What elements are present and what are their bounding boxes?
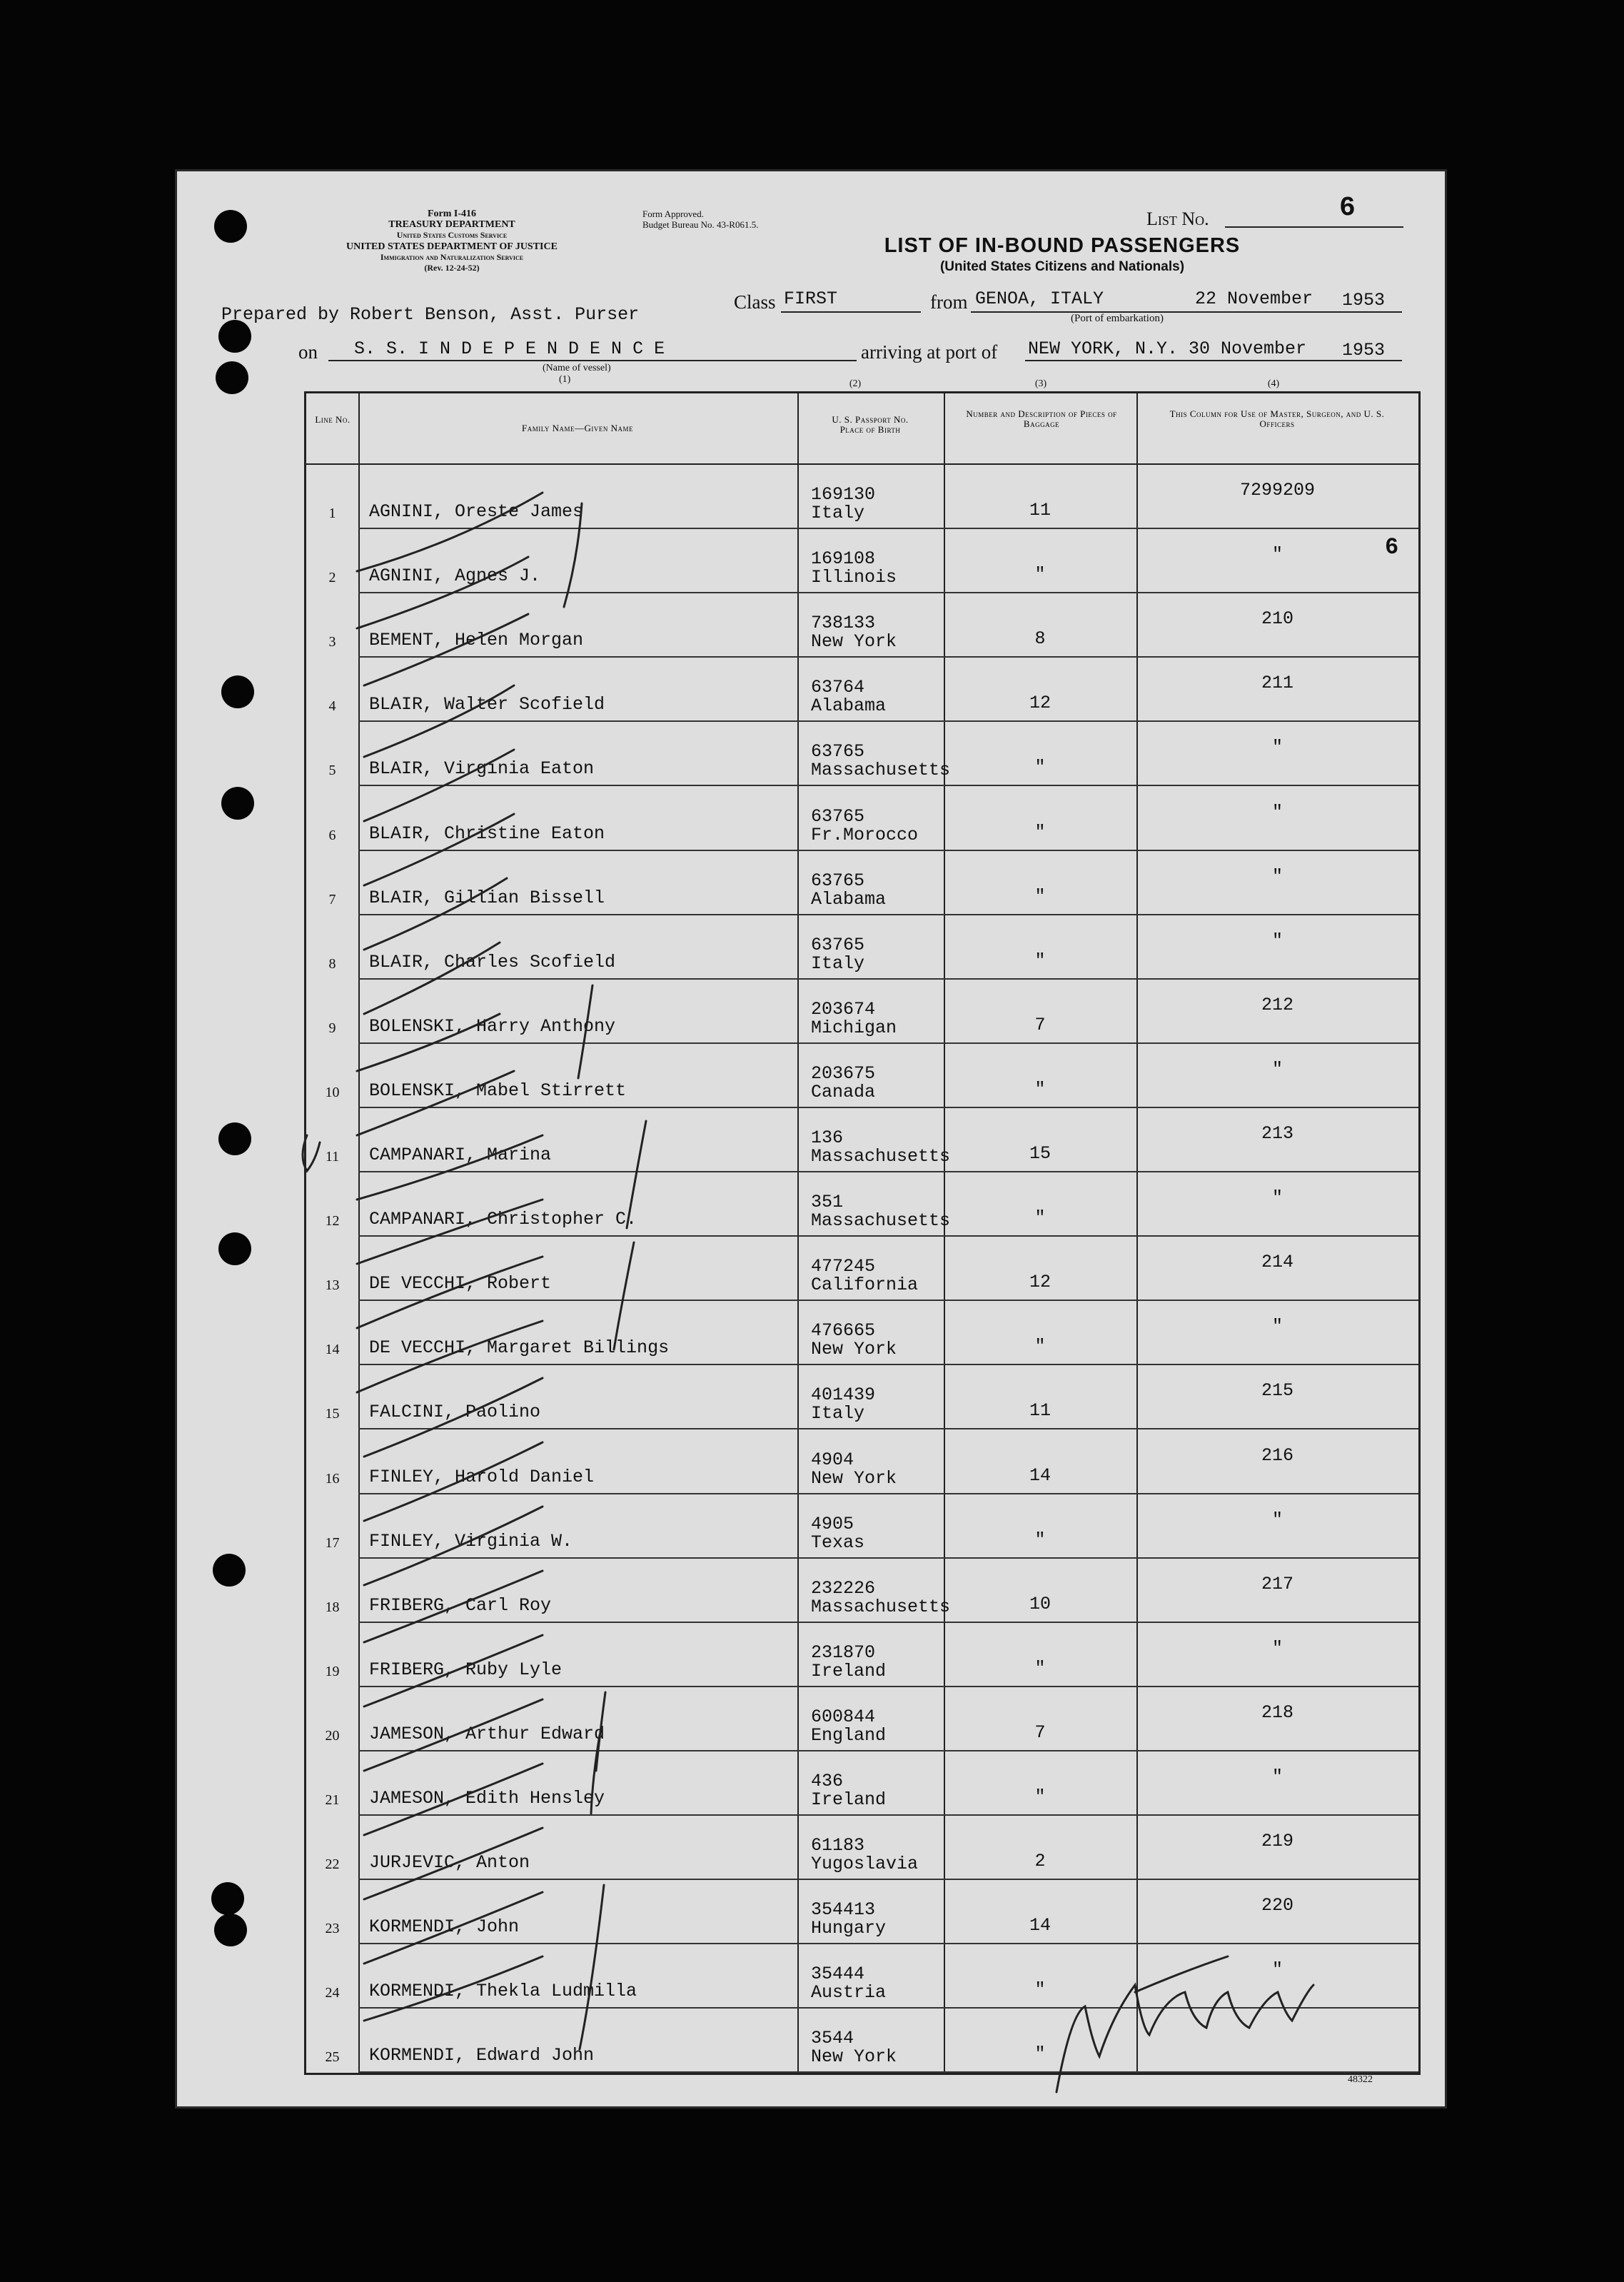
- passenger-name: KORMENDI, Edward John: [369, 2045, 595, 2066]
- place-of-birth: Alabama: [811, 888, 887, 910]
- line-number: 5: [328, 763, 336, 779]
- place-of-birth: Massachusetts: [811, 1596, 951, 1617]
- line-number: 25: [325, 2049, 340, 2066]
- line-number: 19: [325, 1663, 340, 1679]
- place-of-birth: Italy: [811, 952, 865, 974]
- baggage-count: 7: [1034, 1014, 1046, 1035]
- passenger-name: DE VECCHI, Margaret Billings: [369, 1337, 670, 1359]
- passenger-name: FINLEY, Harold Daniel: [369, 1466, 595, 1487]
- officer-notation: ": [1271, 930, 1283, 951]
- passenger-name: BLAIR, Gillian Bissell: [369, 887, 605, 908]
- place-of-birth: New York: [811, 1339, 897, 1360]
- line-number: 8: [328, 955, 336, 972]
- line-number: 9: [328, 1020, 336, 1036]
- officer-notation: ": [1271, 1637, 1283, 1659]
- page-subtitle: (United States Citizens and Nationals): [939, 259, 1185, 274]
- table-row: [306, 1944, 1418, 2009]
- place-of-birth: California: [811, 1275, 919, 1296]
- officer-notation: ": [1271, 737, 1283, 758]
- passport-number: 3544: [811, 2028, 854, 2049]
- header-name: Family Name—Given Name: [522, 423, 633, 433]
- passenger-name: CAMPANARI, Christopher C.: [369, 1209, 637, 1230]
- passenger-name: FINLEY, Virginia W.: [369, 1530, 573, 1552]
- officer-notation: ": [1271, 1187, 1283, 1209]
- officers-col-num: (4): [1267, 378, 1280, 389]
- officer-notation: 215: [1261, 1380, 1293, 1402]
- place-of-birth: New York: [811, 2046, 897, 2068]
- place-of-birth: Massachusetts: [811, 760, 951, 781]
- punch-hole: [221, 787, 254, 820]
- line-number: 17: [325, 1534, 340, 1551]
- punch-hole: [216, 361, 248, 394]
- officer-notation: 7299209: [1239, 480, 1316, 501]
- arriving-label: arriving at port of: [861, 341, 998, 363]
- class-value: FIRST: [784, 288, 838, 309]
- baggage-count: ": [1034, 564, 1046, 585]
- line-number: 18: [325, 1599, 340, 1615]
- table-row: [306, 1816, 1418, 1880]
- table-row: [306, 465, 1418, 529]
- form-approved: Form Approved.: [642, 208, 704, 219]
- officer-notation: 214: [1261, 1252, 1293, 1273]
- place-of-birth: New York: [811, 631, 897, 653]
- officer-notation: 218: [1261, 1702, 1293, 1723]
- line-number: 24: [325, 1985, 340, 2001]
- passenger-name: JAMESON, Arthur Edward: [369, 1723, 605, 1744]
- from-year: 1953: [1342, 290, 1386, 311]
- place-of-birth: Ireland: [811, 1660, 887, 1682]
- officer-notation: ": [1271, 544, 1283, 566]
- baggage-count: ": [1034, 950, 1046, 971]
- passport-number: 354413: [811, 1899, 876, 1921]
- line-number: 15: [325, 1406, 340, 1422]
- baggage-count: 15: [1029, 1143, 1051, 1164]
- line-number: 12: [325, 1213, 340, 1230]
- place-of-birth: New York: [811, 1467, 897, 1489]
- table-row: [306, 1494, 1418, 1559]
- punch-hole: [211, 1882, 244, 1915]
- line-number: 1: [328, 506, 336, 521]
- passport-number: 63765: [811, 870, 865, 891]
- passport-number: 232226: [811, 1577, 876, 1599]
- line-number: 6: [328, 827, 336, 843]
- officer-notation: 220: [1261, 1895, 1293, 1916]
- passenger-name: AGNINI, Agnes J.: [369, 566, 541, 587]
- officer-notation: 211: [1261, 673, 1293, 694]
- table-row: [306, 915, 1418, 980]
- form-code: 48322: [1348, 2074, 1373, 2085]
- baggage-count: 11: [1029, 500, 1051, 521]
- list-no-label: List No.: [1146, 208, 1209, 229]
- header-passport: U. S. Passport No. Place of Birth: [832, 414, 909, 435]
- officer-notation: 216: [1261, 1444, 1293, 1466]
- header-line-no: Line No.: [315, 414, 350, 425]
- passenger-name: FRIBERG, Ruby Lyle: [369, 1659, 563, 1680]
- passport-number: 136: [811, 1127, 844, 1148]
- baggage-count: 10: [1029, 1593, 1051, 1614]
- passport-number: 169108: [811, 548, 876, 570]
- baggage-count: 7: [1034, 1721, 1046, 1743]
- place-of-birth: Massachusetts: [811, 1210, 951, 1232]
- passenger-name: JAMESON, Edith Hensley: [369, 1788, 605, 1809]
- passport-number: 401439: [811, 1384, 876, 1406]
- line-number: 3: [328, 634, 336, 650]
- table-row: [306, 1237, 1418, 1301]
- justice-dept: UNITED STATES DEPARTMENT OF JUSTICE: [346, 241, 558, 252]
- baggage-count: ": [1034, 1657, 1046, 1679]
- line-number: 23: [325, 1921, 340, 1937]
- row-divider: [358, 2071, 1418, 2073]
- table-row: [306, 722, 1418, 786]
- list-no-value: 6: [1339, 193, 1356, 223]
- baggage-count: ": [1034, 1979, 1046, 2001]
- passenger-name: BLAIR, Walter Scofield: [369, 694, 605, 715]
- officer-notation: ": [1271, 865, 1283, 887]
- passport-number: 351: [811, 1192, 844, 1213]
- place-of-birth: Alabama: [811, 695, 887, 717]
- officer-notation: ": [1271, 1058, 1283, 1080]
- passport-col-num: (2): [849, 378, 862, 389]
- officer-notation: ": [1271, 1959, 1283, 1981]
- from-label: from: [930, 291, 968, 313]
- baggage-count: 14: [1029, 1464, 1051, 1486]
- line-number: 4: [328, 698, 336, 715]
- line-number: 7: [328, 891, 336, 908]
- baggage-count: ": [1034, 1336, 1046, 1357]
- baggage-count: 14: [1029, 1915, 1051, 1936]
- passport-number: 63765: [811, 741, 865, 763]
- line-number: 2: [328, 570, 336, 586]
- passenger-name: BOLENSKI, Harry Anthony: [369, 1015, 616, 1037]
- passport-number: 63764: [811, 677, 865, 698]
- passenger-name: BLAIR, Virginia Eaton: [369, 758, 595, 780]
- passport-number: 203674: [811, 998, 876, 1020]
- table-row: [306, 1623, 1418, 1687]
- revision: (Rev. 12-24-52): [424, 263, 480, 273]
- officer-notation: 210: [1261, 608, 1293, 630]
- ins-service: Immigration and Naturalization Service: [380, 252, 524, 262]
- place-of-birth: Italy: [811, 503, 865, 523]
- passenger-name: KORMENDI, Thekla Ludmilla: [369, 1981, 637, 2002]
- passport-number: 477245: [811, 1256, 876, 1277]
- line-number: 16: [325, 1470, 340, 1487]
- passport-number: 169130: [811, 484, 876, 505]
- place-of-birth: Yugoslavia: [811, 1854, 919, 1875]
- line-number: 10: [325, 1084, 340, 1100]
- baggage-count: ": [1034, 1529, 1046, 1550]
- header-officers: This Column for Use of Master, Surgeon, and U. S. Officers: [1169, 408, 1385, 429]
- passenger-name: FALCINI, Paolino: [369, 1402, 541, 1423]
- from-value: GENOA, ITALY: [975, 288, 1104, 309]
- from-date: 22 November: [1195, 288, 1313, 309]
- place-of-birth: Ireland: [811, 1789, 887, 1810]
- table-row: [306, 851, 1418, 915]
- line-number: 14: [325, 1342, 340, 1358]
- baggage-count: ": [1034, 1207, 1046, 1229]
- place-of-birth: Italy: [811, 1403, 865, 1424]
- line-number: 21: [325, 1792, 340, 1808]
- place-of-birth: Illinois: [811, 567, 897, 588]
- passport-number: 4904: [811, 1449, 854, 1470]
- vessel-col-num: (1): [559, 374, 571, 385]
- passenger-name: FRIBERG, Carl Roy: [369, 1594, 552, 1616]
- table-row: [306, 1687, 1418, 1751]
- officer-notation: 219: [1261, 1831, 1293, 1852]
- passport-number: 600844: [811, 1706, 876, 1727]
- passport-number: 203675: [811, 1062, 876, 1084]
- passenger-name: BOLENSKI, Mabel Stirrett: [369, 1080, 627, 1101]
- table-row: [306, 1430, 1418, 1494]
- place-of-birth: Massachusetts: [811, 1146, 951, 1167]
- table-row: [306, 980, 1418, 1044]
- line-number: 11: [325, 1149, 340, 1165]
- passport-number: 4905: [811, 1513, 854, 1534]
- passport-number: 231870: [811, 1642, 876, 1663]
- passport-number: 476665: [811, 1320, 876, 1342]
- table-row: [306, 1751, 1418, 1816]
- table-row: [306, 787, 1418, 851]
- punch-hole: [214, 1914, 247, 1946]
- table-row: [306, 529, 1418, 593]
- treasury-dept: TREASURY DEPARTMENT: [388, 219, 515, 230]
- baggage-count: 12: [1029, 693, 1051, 714]
- baggage-count: ": [1034, 1786, 1046, 1807]
- baggage-count: ": [1034, 885, 1046, 907]
- baggage-count: 8: [1034, 628, 1046, 650]
- table-row: [306, 1172, 1418, 1237]
- table-row: [306, 2009, 1418, 2073]
- baggage-count: 2: [1034, 1851, 1046, 1872]
- prepared-by: Prepared by Robert Benson, Asst. Purser: [221, 304, 640, 325]
- officer-notation: ": [1271, 1766, 1283, 1787]
- arriving-year: 1953: [1342, 340, 1386, 361]
- line-number: 20: [325, 1727, 340, 1744]
- line-number: 13: [325, 1277, 340, 1294]
- passport-number: 61183: [811, 1835, 865, 1856]
- officer-notation: 217: [1261, 1573, 1293, 1594]
- place-of-birth: Texas: [811, 1532, 865, 1553]
- officer-notation: ": [1271, 1509, 1283, 1530]
- place-of-birth: Hungary: [811, 1918, 887, 1939]
- table-row: [306, 658, 1418, 722]
- vessel-name: S. S. I N D E P E N D E N C E: [354, 338, 665, 359]
- passenger-name: CAMPANARI, Marina: [369, 1145, 552, 1165]
- passenger-table: [304, 391, 1421, 2075]
- punch-hole: [221, 675, 254, 708]
- baggage-count: ": [1034, 2044, 1046, 2065]
- budget-bureau: Budget Bureau No. 43-R061.5.: [642, 219, 759, 230]
- table-row: [306, 1044, 1418, 1108]
- vessel-caption: (Name of vessel): [543, 363, 611, 373]
- passport-number: 63765: [811, 805, 865, 827]
- place-of-birth: Michigan: [811, 1017, 897, 1038]
- place-of-birth: England: [811, 1724, 887, 1746]
- passenger-name: BLAIR, Charles Scofield: [369, 951, 616, 972]
- passenger-name: DE VECCHI, Robert: [369, 1273, 552, 1295]
- place-of-birth: Canada: [811, 1081, 876, 1102]
- passport-number: 63765: [811, 934, 865, 955]
- passenger-name: BEMENT, Helen Morgan: [369, 630, 584, 651]
- baggage-count: 11: [1029, 1400, 1051, 1422]
- table-row: [306, 1880, 1418, 1944]
- table-row: [306, 1559, 1418, 1623]
- punch-hole: [218, 1122, 251, 1155]
- punch-hole: [218, 1232, 251, 1265]
- passenger-name: JURJEVIC, Anton: [369, 1852, 530, 1874]
- arriving-value: NEW YORK, N.Y. 30 November: [1028, 338, 1307, 359]
- punch-hole: [213, 1554, 246, 1587]
- baggage-count: ": [1034, 821, 1046, 843]
- officer-notation: ": [1271, 1316, 1283, 1337]
- customs-service: United States Customs Service: [396, 230, 508, 240]
- page-title: LIST OF IN-BOUND PASSENGERS: [884, 234, 1241, 257]
- embark-caption: (Port of embarkation): [1071, 313, 1164, 324]
- header-baggage: Number and Description of Pieces of Baggage: [966, 408, 1117, 429]
- passenger-name: AGNINI, Oreste James: [369, 501, 584, 522]
- baggage-count: ": [1034, 1078, 1046, 1100]
- punch-hole: [214, 210, 247, 243]
- passenger-name: BLAIR, Christine Eaton: [369, 823, 605, 844]
- place-of-birth: Fr.Morocco: [811, 824, 919, 845]
- passport-number: 738133: [811, 613, 876, 634]
- place-of-birth: Austria: [811, 1982, 887, 2004]
- form-number: Form I-416: [427, 208, 477, 219]
- side-number: 6: [1385, 534, 1399, 561]
- table-row: [306, 593, 1418, 658]
- table-row: [306, 1108, 1418, 1172]
- line-number: 22: [325, 1856, 340, 1873]
- officer-notation: 213: [1261, 1123, 1293, 1144]
- baggage-col-num: (3): [1034, 378, 1047, 389]
- manifest-page: [177, 171, 1445, 2106]
- on-label: on: [298, 341, 318, 363]
- table-row: [306, 1301, 1418, 1365]
- baggage-count: ": [1034, 757, 1046, 778]
- passport-number: 436: [811, 1771, 844, 1791]
- passenger-name: KORMENDI, John: [369, 1916, 520, 1938]
- baggage-count: 12: [1029, 1272, 1051, 1293]
- class-label: Class: [734, 291, 776, 313]
- officer-notation: ": [1271, 801, 1283, 823]
- passport-number: 35444: [811, 1964, 865, 1985]
- table-row: [306, 1365, 1418, 1429]
- officer-notation: 212: [1261, 994, 1293, 1015]
